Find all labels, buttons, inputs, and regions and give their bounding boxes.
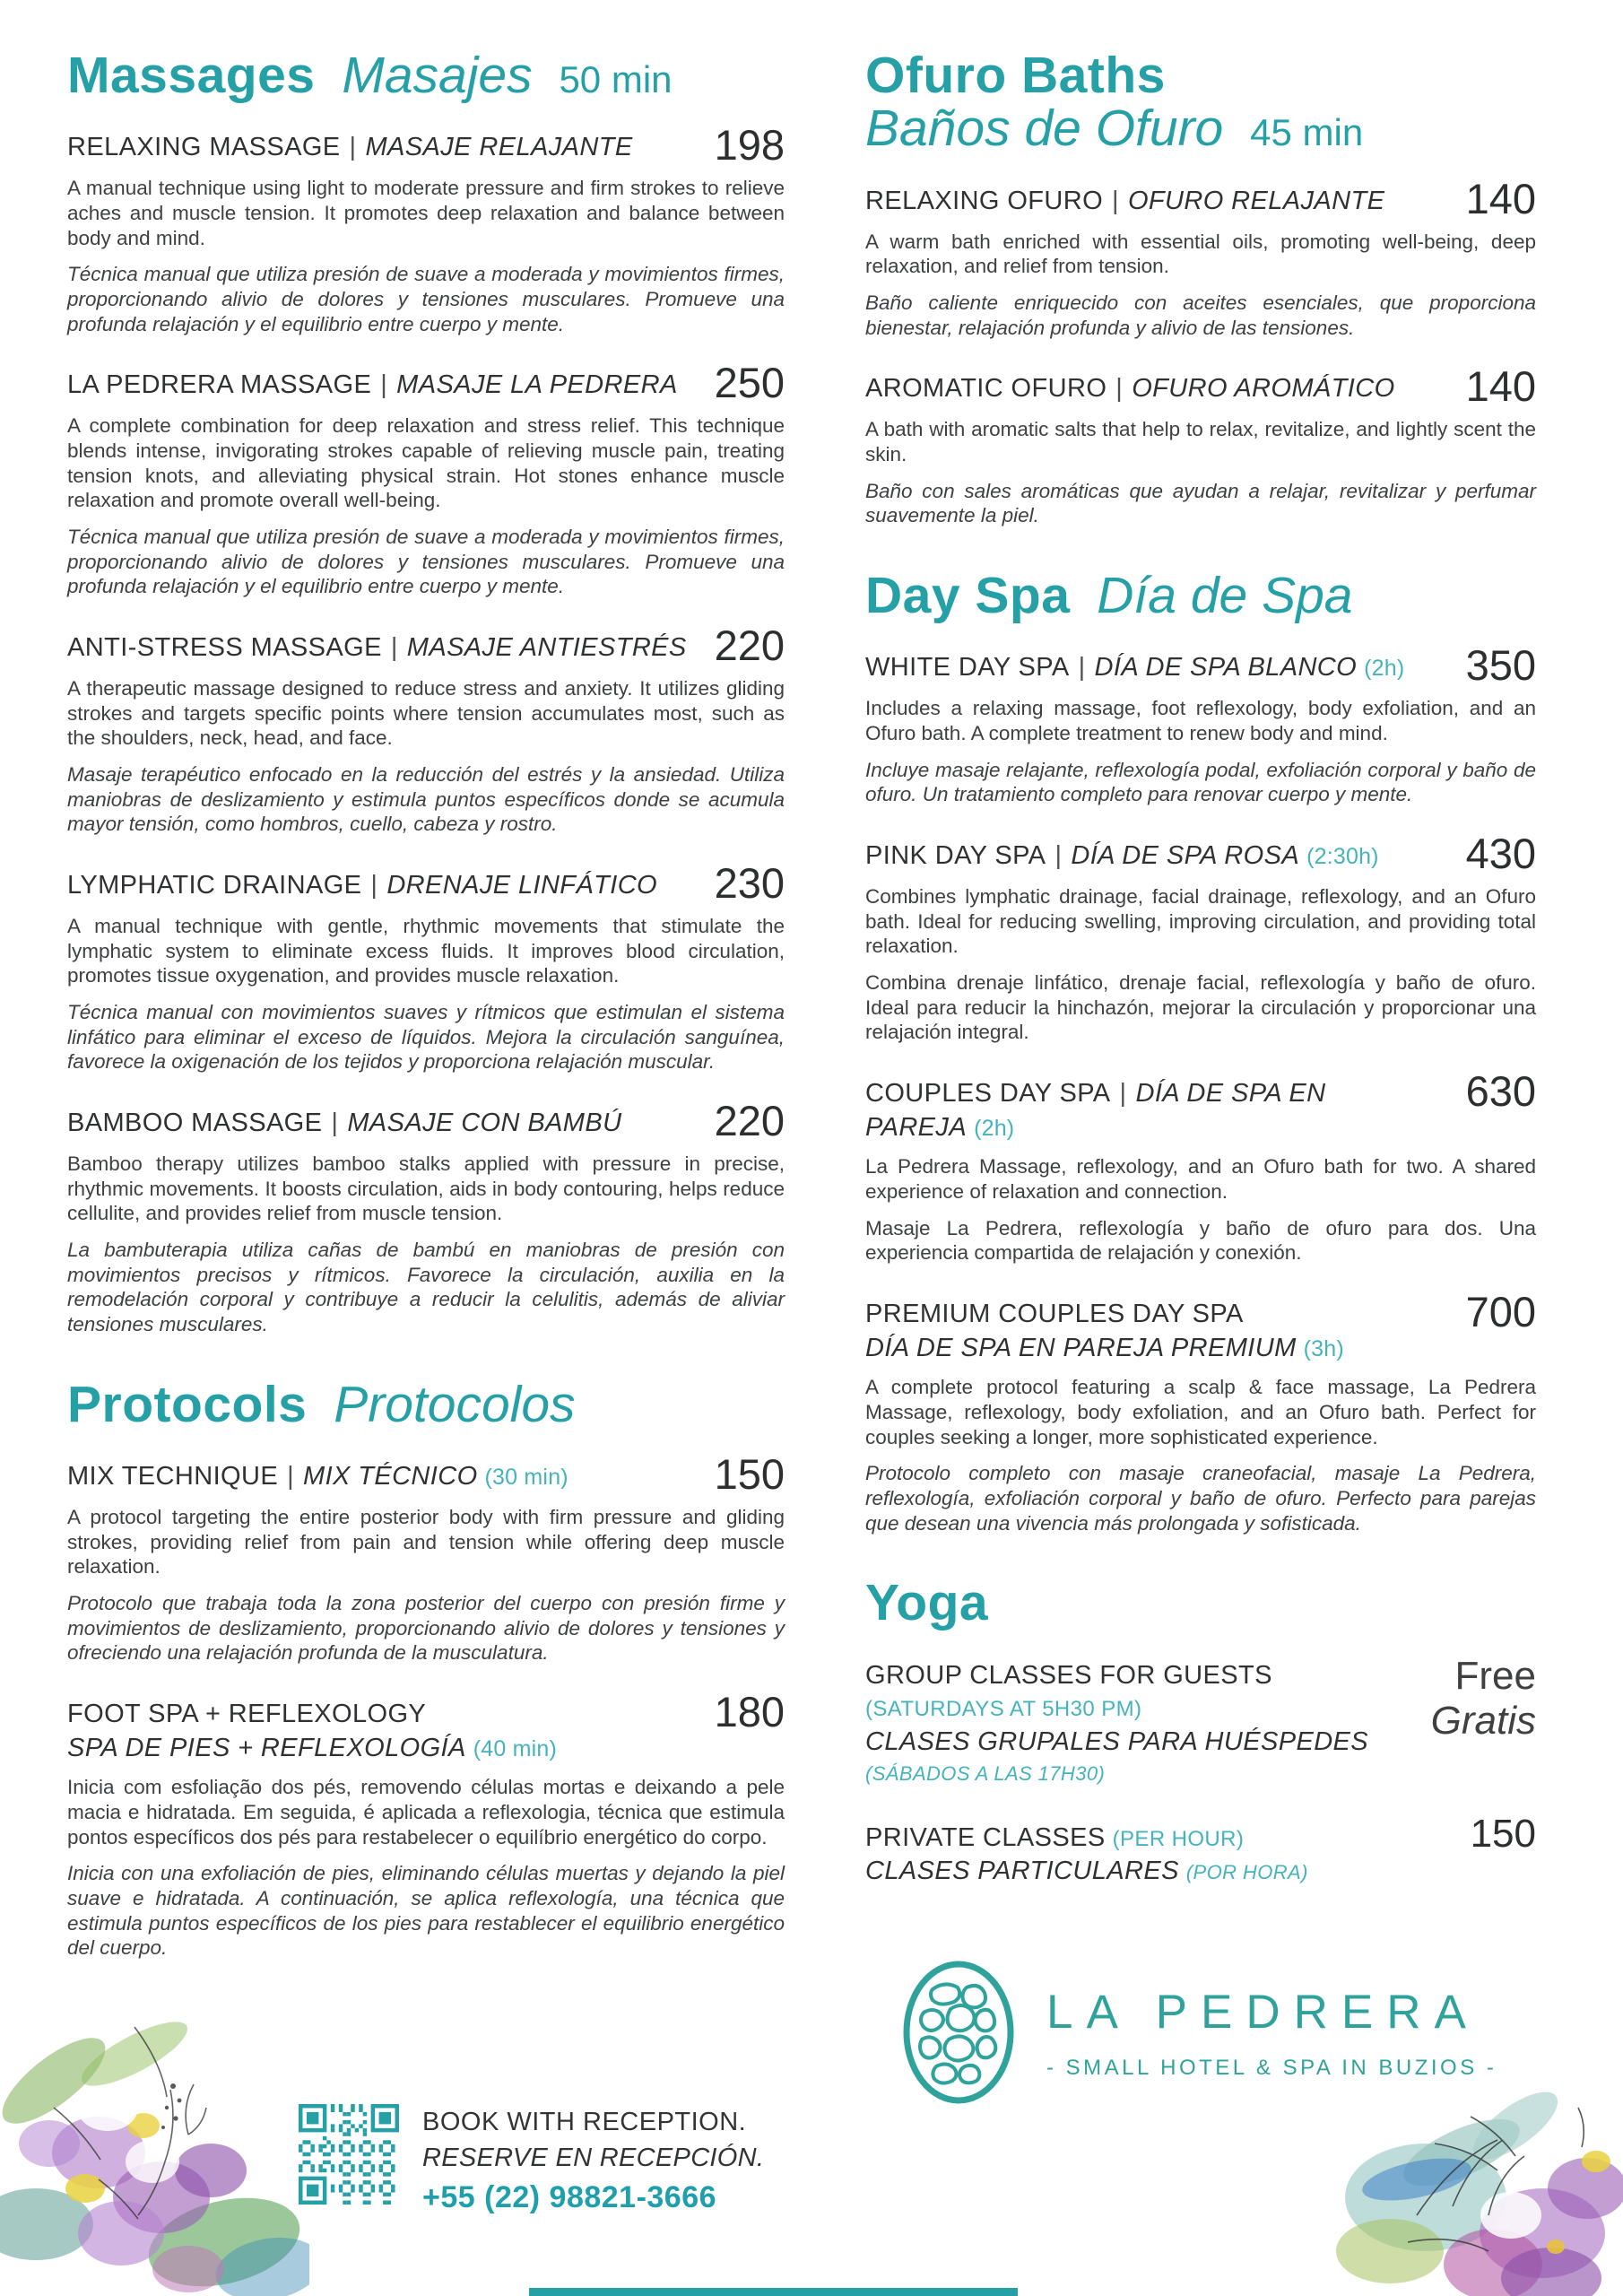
massages-duration: 50 min bbox=[559, 58, 673, 100]
item-desc-en: A bath with aromatic salts that help to relax, revitalize, and lightly scent the skin. bbox=[865, 418, 1536, 465]
menu-item-bamboo-massage bbox=[67, 1097, 785, 1337]
item-desc-en: A therapeutic massage designed to reduce stress and anxiety. It utilizes gliding strokes and targets specific points where tension accumulates most, such as the shoulders, neck, head, and face. bbox=[67, 677, 785, 750]
menu-item-relaxing-ofuro bbox=[865, 174, 1536, 341]
item-name-en: FOOT SPA + REFLEXOLOGY bbox=[67, 1700, 427, 1729]
title-separator: | bbox=[1119, 1078, 1127, 1108]
booking-block bbox=[299, 2104, 764, 2215]
item-price: 220 bbox=[714, 622, 785, 669]
title-separator: | bbox=[370, 871, 378, 900]
menu-item-la-pedrera-massage bbox=[67, 359, 785, 599]
section-header-massages bbox=[67, 49, 785, 102]
item-duration-note: (2h) bbox=[1364, 656, 1405, 682]
item-name-es: OFURO AROMÁTICO bbox=[1132, 374, 1395, 404]
menu-item-white-day-spa bbox=[865, 641, 1536, 807]
item-title bbox=[865, 1072, 1446, 1144]
title-separator: | bbox=[1055, 840, 1063, 870]
booking-text bbox=[422, 2104, 764, 2215]
item-price bbox=[1431, 1654, 1536, 1744]
item-name-es: CLASES PARTICULARES bbox=[865, 1857, 1179, 1886]
item-name-en: PRIVATE CLASSES bbox=[865, 1822, 1106, 1852]
item-name-es: DRENAJE LINFÁTICO bbox=[386, 871, 658, 900]
item-schedule-note-es: (SÁBADOS A LAS 17H30) bbox=[865, 1762, 1106, 1786]
brand-text bbox=[1046, 1985, 1497, 2081]
ofuro-duration: 45 min bbox=[1250, 111, 1364, 154]
price-free-en: Free bbox=[1454, 1653, 1536, 1698]
pebble-logo-icon bbox=[898, 1957, 1020, 2108]
item-desc-es: Baño con sales aromáticas que ayudan a relajar, revitalizar y perfumar suavemente la piel. bbox=[865, 479, 1536, 527]
item-name-en: PREMIUM COUPLES DAY SPA bbox=[865, 1299, 1244, 1328]
item-duration-note: (2h) bbox=[974, 1115, 1015, 1141]
item-desc-es: Masaje La Pedrera, reflexología y baño de ofuro para dos. Una experiencia compartida de relajación y conexión. bbox=[865, 1216, 1536, 1265]
item-name-es: MASAJE RELAJANTE bbox=[365, 133, 633, 162]
item-title bbox=[67, 864, 657, 903]
menu-item-premium-couples-day-spa bbox=[865, 1287, 1536, 1535]
item-title bbox=[67, 363, 678, 403]
massages-title-es: Masajes bbox=[342, 47, 533, 104]
menu-item-yoga-private-classes bbox=[865, 1811, 1536, 1889]
menu-item-anti-stress-massage bbox=[67, 622, 785, 837]
item-name-en: ANTI-STRESS MASSAGE bbox=[67, 633, 382, 662]
item-name-en: PINK DAY SPA bbox=[865, 840, 1046, 870]
floral-decoration-left bbox=[0, 2000, 309, 2296]
item-name-en: COUPLES DAY SPA bbox=[865, 1078, 1111, 1108]
item-desc-es: Incluye masaje relajante, reflexología podal, exfoliación corporal y baño de ofuro. Un tratamiento completo para renovar cuerpo y mente. bbox=[865, 758, 1536, 806]
item-name-es: MASAJE ANTIESTRÉS bbox=[406, 633, 687, 662]
protocols-title-es: Protocolos bbox=[334, 1375, 576, 1433]
item-title bbox=[865, 834, 1379, 874]
item-desc-es: Protocolo completo con masaje craneofacial, masaje La Pedrera, reflexología, exfoliación corporal y baño de ofuro. Perfecto para parejas que desean una vivencia más prolongada y sofisticada. bbox=[865, 1462, 1536, 1535]
item-name-es: SPA DE PIES + REFLEXOLOGÍA bbox=[67, 1733, 466, 1762]
item-title bbox=[67, 126, 633, 165]
item-desc-es: Combina drenaje linfático, drenaje facial, reflexología y baño de ofuro. Ideal para reducir la hinchazón, mejorar la circulación y proporcionar una relajación integral. bbox=[865, 970, 1536, 1044]
title-separator: | bbox=[1115, 374, 1124, 404]
menu-item-aromatic-ofuro bbox=[865, 362, 1536, 528]
item-name-es: DÍA DE SPA EN PAREJA bbox=[865, 1078, 1326, 1142]
item-price: 430 bbox=[1465, 829, 1536, 877]
item-desc-en: A complete protocol featuring a scalp & face massage, La Pedrera Massage, reflexology, body exfoliation, and an Ofuro bath. Perfect for couples seeking a longer, more sophisticated experience. bbox=[865, 1376, 1536, 1448]
item-price: 140 bbox=[1465, 362, 1536, 411]
item-name-es: OFURO RELAJANTE bbox=[1127, 186, 1385, 215]
title-separator: | bbox=[1078, 653, 1086, 683]
item-title bbox=[865, 646, 1404, 685]
item-name-en: GROUP CLASSES FOR GUESTS bbox=[865, 1660, 1272, 1690]
dayspa-title-en: Day Spa bbox=[865, 566, 1071, 624]
section-header-yoga bbox=[865, 1574, 1536, 1632]
title-separator: | bbox=[1112, 186, 1119, 215]
item-name-es: MASAJE CON BAMBÚ bbox=[347, 1109, 622, 1138]
item-desc-en: La Pedrera Massage, reflexology, and an Ofuro bath for two. A shared experience of relaxation and connection. bbox=[865, 1155, 1536, 1203]
menu-item-relaxing-massage bbox=[67, 121, 785, 336]
dayspa-title-es: Día de Spa bbox=[1097, 566, 1353, 624]
menu-item-lymphatic-drainage bbox=[67, 859, 785, 1074]
item-duration-note: (2:30h) bbox=[1306, 843, 1379, 869]
item-desc-en: Combines lymphatic drainage, facial drainage, reflexology, and an Ofuro bath. Ideal for reducing swelling, improving circulation, and providing total relaxation. bbox=[865, 884, 1536, 958]
item-name-en: WHITE DAY SPA bbox=[865, 653, 1070, 683]
item-price: 198 bbox=[714, 121, 785, 170]
ofuro-title-en: Ofuro Baths bbox=[865, 47, 1166, 104]
item-title bbox=[67, 1692, 557, 1765]
item-desc-en: A manual technique using light to moderate pressure and firm strokes to relieve aches and muscle tension. It promotes deep relaxation and balance between body and mind. bbox=[67, 177, 785, 249]
item-desc-es: Masaje terapéutico enfocado en la reducción del estrés y la ansiedad. Utiliza maniobras de deslizamiento y estimula puntos específicos donde se acumula mayor tensión, como hombros, cuello, cabeza y rostro. bbox=[67, 763, 785, 836]
item-duration-note: (3h) bbox=[1303, 1335, 1344, 1361]
item-name-es: MIX TÉCNICO bbox=[303, 1462, 478, 1492]
item-desc-es: Técnica manual que utiliza presión de suave a moderada y movimientos firmes, proporcionando alivio de dolores y tensiones musculares. Promueve una profunda relajación y el equilibrio entre cuerpo y mente. bbox=[67, 525, 785, 598]
item-title bbox=[67, 1101, 621, 1141]
item-name-en: LA PEDRERA MASSAGE bbox=[67, 370, 372, 400]
brand-logo-block bbox=[898, 1957, 1497, 2108]
qr-code bbox=[299, 2104, 399, 2205]
item-name-es: MASAJE LA PEDRERA bbox=[396, 370, 678, 400]
item-desc-es: Protocolo que trabaja toda la zona posterior del cuerpo con presión firme y movimientos de deslizamiento, proporcionando alivio de dolores y tensiones y ofreciendo una relajación profunda de la musculatura. bbox=[67, 1592, 785, 1665]
item-price: 350 bbox=[1465, 641, 1536, 690]
item-price: 230 bbox=[714, 859, 785, 908]
item-desc-es: Baño caliente enriquecido con aceites esenciales, que proporciona bienestar, relajación profunda y alivio de las tensiones. bbox=[865, 291, 1536, 339]
item-price: 150 bbox=[714, 1450, 785, 1499]
item-desc-pt: Inicia com esfoliação dos pés, removendo células mortas e deixando a pele macia e hidratada. Em seguida, é aplicada a reflexologia, técnica que estimula pontos específicos dos pés para restabelecer o equilíbrio energético do corpo. bbox=[67, 1776, 785, 1848]
booking-line-en: BOOK WITH RECEPTION. bbox=[422, 2108, 747, 2136]
item-duration-note: (40 min) bbox=[473, 1735, 558, 1761]
item-desc-en: A complete combination for deep relaxation and stress relief. This technique blends intense, invigorating strokes capable of relieving muscle pain, treating tension knots, and alleviating physical strain. Hot stones enhance muscle relaxation and promote overall well-being. bbox=[67, 414, 785, 512]
menu-item-foot-spa-reflexology bbox=[67, 1688, 785, 1961]
item-price: 250 bbox=[714, 359, 785, 407]
item-schedule-note-en: (SATURDAYS AT 5H30 PM) bbox=[865, 1697, 1142, 1722]
item-rate-note-es: (POR HORA) bbox=[1185, 1861, 1308, 1884]
menu-item-yoga-group-classes bbox=[865, 1654, 1536, 1789]
title-separator: | bbox=[390, 633, 398, 662]
item-price: 630 bbox=[1465, 1066, 1536, 1115]
bottom-accent-bar bbox=[529, 2288, 1018, 2296]
item-name-es: CLASES GRUPALES PARA HUÉSPEDES bbox=[865, 1726, 1369, 1756]
brand-tagline: - SMALL HOTEL & SPA IN BUZIOS - bbox=[1046, 2055, 1497, 2080]
item-rate-note-en: (PER HOUR) bbox=[1112, 1826, 1245, 1851]
item-price: 140 bbox=[1465, 174, 1536, 222]
item-desc-es: La bambuterapia utiliza cañas de bambú en maniobras de presión con movimientos precisos y rítmicos. Favorece la circulación, auxilia en la remodelación corporal y contribuye a reducir la celulitis, además de aliviar tensiones musculares. bbox=[67, 1239, 785, 1336]
item-desc-en: A warm bath enriched with essential oils, promoting well-being, deep relaxation, and relief from tension. bbox=[865, 230, 1536, 278]
item-name-en: AROMATIC OFURO bbox=[865, 374, 1107, 404]
item-title bbox=[865, 1654, 1368, 1789]
item-price: 700 bbox=[1465, 1287, 1536, 1335]
yoga-title-en: Yoga bbox=[865, 1574, 989, 1632]
right-column bbox=[865, 49, 1536, 1916]
item-name-es: DÍA DE SPA ROSA bbox=[1071, 840, 1300, 870]
item-desc-en: Includes a relaxing massage, foot reflexology, body exfoliation, and an Ofuro bath. A complete treatment to renew body and mind. bbox=[865, 697, 1536, 744]
item-price: 150 bbox=[1470, 1811, 1536, 1856]
price-free-es: Gratis bbox=[1430, 1699, 1536, 1744]
left-column bbox=[67, 49, 785, 1987]
item-name-en: RELAXING MASSAGE bbox=[67, 133, 341, 162]
item-desc-es: Inicia con una exfoliación de pies, eliminando células muertas y dejando la piel suave e hidratada. A continuación, se aplica reflexología, una técnica que estimula puntos específicos de los pies para restablecer el equilibrio energético del cuerpo. bbox=[67, 1862, 785, 1960]
protocols-title-en: Protocols bbox=[67, 1375, 308, 1433]
item-name-es: DÍA DE SPA EN PAREJA PREMIUM bbox=[865, 1333, 1297, 1362]
menu-item-mix-technique bbox=[67, 1450, 785, 1665]
item-price: 180 bbox=[714, 1688, 785, 1736]
item-desc-es: Técnica manual que utiliza presión de suave a moderada y movimientos firmes, proporcionando alivio de dolores y tensiones musculares. Promueve una profunda relajación y el equilibrio entre cuerpo y mente. bbox=[67, 263, 785, 335]
item-desc-en: A manual technique with gentle, rhythmic movements that stimulate the lymphatic system to eliminate excess fluids. It improves blood circulation, promotes tissue oxygenation, and provides muscle relaxation. bbox=[67, 915, 785, 987]
booking-line-es: RESERVE EN RECEPCIÓN. bbox=[422, 2144, 765, 2172]
title-separator: | bbox=[287, 1462, 295, 1492]
brand-name: LA PEDRERA bbox=[1046, 1985, 1480, 2039]
item-title bbox=[865, 367, 1395, 406]
title-separator: | bbox=[331, 1109, 339, 1138]
item-name-en: RELAXING OFURO bbox=[865, 186, 1104, 215]
menu-item-pink-day-spa bbox=[865, 829, 1536, 1045]
section-header-ofuro bbox=[865, 49, 1536, 156]
title-separator: | bbox=[380, 370, 388, 400]
item-title bbox=[67, 1455, 568, 1494]
title-separator: | bbox=[349, 133, 357, 162]
massages-title-en: Massages bbox=[67, 47, 316, 104]
section-header-dayspa bbox=[865, 566, 1536, 624]
item-desc-en: A protocol targeting the entire posterior body with firm pressure and gliding strokes, providing relief from pain and tension while offering deep muscle relaxation. bbox=[67, 1506, 785, 1578]
item-desc-es: Técnica manual con movimientos suaves y rítmicos que estimulan el sistema linfático para eliminar el exceso de líquidos. Mejora la circulación sanguínea, favorece la oxigenación de los tejidos y proporciona relajación muscular. bbox=[67, 1001, 785, 1074]
section-header-protocols bbox=[67, 1375, 785, 1433]
item-title bbox=[865, 1816, 1308, 1889]
item-name-en: MIX TECHNIQUE bbox=[67, 1462, 279, 1492]
item-title bbox=[865, 1292, 1344, 1365]
item-title bbox=[865, 179, 1384, 219]
item-desc-en: Bamboo therapy utilizes bamboo stalks applied with pressure in precise, rhythmic movements. It boosts circulation, aids in body contouring, helps reduce cellulite, and provides relief from muscle tension. bbox=[67, 1152, 785, 1225]
item-name-es: DÍA DE SPA BLANCO bbox=[1094, 653, 1358, 683]
item-duration-note: (30 min) bbox=[484, 1465, 568, 1491]
menu-item-couples-day-spa bbox=[865, 1066, 1536, 1265]
item-title bbox=[67, 626, 687, 665]
item-name-en: LYMPHATIC DRAINAGE bbox=[67, 871, 362, 900]
ofuro-title-es: Baños de Ofuro bbox=[865, 100, 1224, 158]
item-price: 220 bbox=[714, 1097, 785, 1145]
phone-number: +55 (22) 98821-3666 bbox=[422, 2180, 717, 2214]
item-name-en: BAMBOO MASSAGE bbox=[67, 1109, 323, 1138]
